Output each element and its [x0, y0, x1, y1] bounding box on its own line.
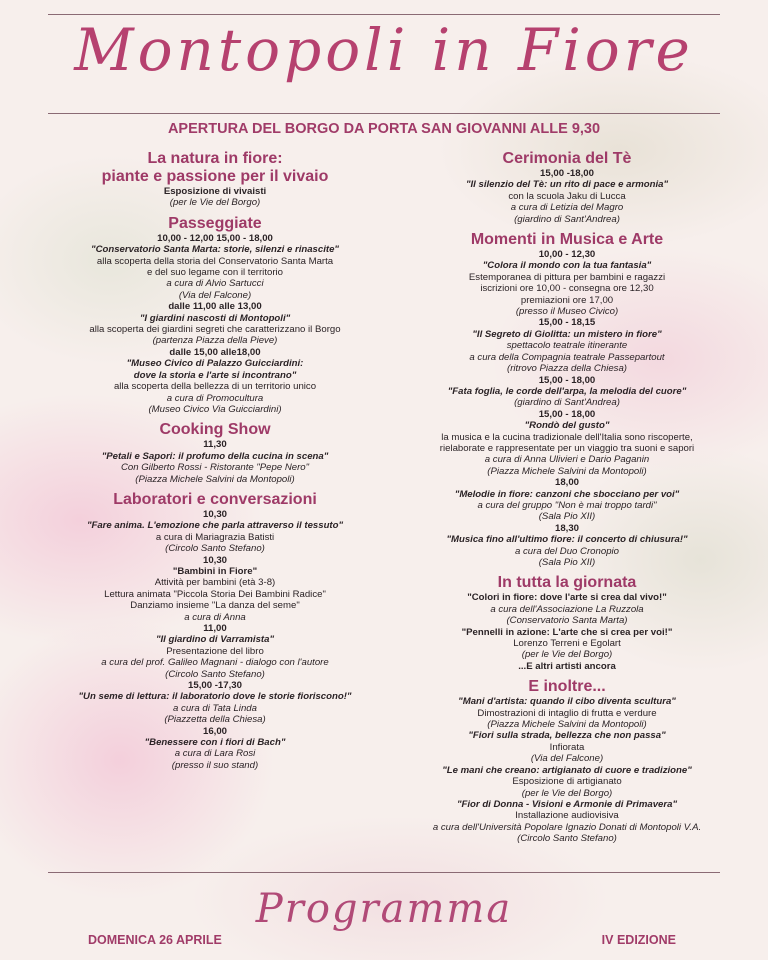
event-location: (presso il Museo Civico) — [515, 306, 619, 318]
event-time: 10,00 - 12,30 — [538, 249, 596, 261]
event-curator: a cura di Promocultura — [166, 392, 264, 404]
section-title-natura: La natura in fiore: — [147, 150, 283, 167]
event-curator: a cura del Duo Cronopio — [515, 545, 619, 557]
event-detail: Esposizione di artigianato — [512, 776, 622, 788]
event-time: 11,00 — [203, 623, 227, 634]
event-detail: con la scuola Jaku di Lucca — [508, 190, 626, 202]
event-location: (giardino di Sant'Andrea) — [514, 213, 620, 225]
event-detail: rielaborate e rappresentate per un viaggio tra suoni e sapori — [439, 442, 695, 454]
event-time: dalle 15,00 alle18,00 — [169, 346, 261, 358]
event-detail: alla scoperta dei giardini segreti che caratterizzano il Borgo — [89, 324, 341, 336]
event-curator: a cura del gruppo "Non è mai troppo tardi" — [477, 499, 657, 511]
event-location: (per le Vie del Borgo) — [521, 649, 613, 661]
event-title: "Il silenzio del Tè: un rito di pace e armonia" — [465, 179, 669, 191]
event-detail: Attività per bambini (età 3-8) — [154, 577, 276, 589]
event-time: 15,00 -18,00 — [540, 168, 594, 179]
event-title: "Il giardino di Varramista" — [155, 634, 275, 646]
event-time: 15,00 - 18,00 — [538, 408, 596, 420]
event-detail: Presentazione del libro — [166, 645, 264, 657]
section-title-inoltre: E inoltre... — [528, 678, 606, 696]
event-title: "Pennelli in azione: L'arte che si crea per voi!" — [461, 626, 673, 638]
event-detail: Con Gilberto Rossi - Ristorante "Pepe Nero" — [120, 462, 310, 474]
event-title: "Fior di Donna - Visioni e Armonie di Primavera" — [456, 798, 678, 810]
event-detail: ...E altri artisti ancora — [518, 660, 616, 672]
event-title: dove la storia e l'arte si incontrano" — [133, 369, 297, 381]
event-location: (Conservatorio Santa Marta) — [506, 615, 628, 627]
event-curator: a cura di Anna Ulivieri e Dario Paganin — [484, 454, 650, 466]
event-title: "Colora il mondo con la tua fantasia" — [482, 260, 652, 272]
event-location: (Circolo Santo Stefano) — [165, 543, 265, 555]
event-title: "Melodie in fiore: canzoni che sbocciano per voi" — [454, 488, 680, 500]
programma-script: Programma — [255, 886, 513, 932]
event-title: "Le mani che creano: artigianato di cuore e tradizione" — [442, 764, 692, 776]
event-time: 10,30 — [202, 554, 227, 566]
section-title-natura-2: piante e passione per il vivaio — [101, 168, 329, 185]
event-detail: la musica e la cucina tradizionale dell'Italia sono riscoperte, — [441, 431, 693, 443]
event-time: 18,00 — [554, 477, 579, 489]
event-time: 15,00 - 18,00 — [538, 374, 596, 386]
event-location: (Piazza Michele Salvini da Montopoli) — [487, 465, 647, 477]
event-location: (Via del Falcone) — [530, 753, 604, 765]
event-date: DOMENICA 26 APRILE — [88, 933, 222, 947]
event-title: "Fare anima. L'emozione che parla attraverso il tessuto" — [86, 520, 344, 532]
event-location: (Museo Civico Via Guicciardini) — [148, 403, 282, 415]
event-time: 10,30 — [202, 508, 227, 520]
event-detail: Lettura animata "Piccola Storia Dei Bambini Radice" — [104, 588, 326, 600]
event-location: (ritrovo Piazza della Chiesa) — [507, 363, 627, 375]
event-title: "Rondò del gusto" — [524, 420, 610, 432]
event-detail: alla scoperta della storia del Conservatorio Santa Marta — [96, 255, 334, 267]
event-title: "Benessere con i fiori di Bach" — [144, 737, 286, 749]
page-title: Montopoli in Fiore — [74, 16, 694, 84]
event-detail: Estemporanea di pittura per bambini e ragazzi — [468, 271, 666, 283]
event-detail: Lorenzo Terreni e Egolart — [513, 638, 621, 650]
event-location: (giardino di Sant'Andrea) — [514, 397, 620, 409]
event-curator: a cura di Letizia del Magro — [510, 202, 624, 214]
event-location: (presso il suo stand) — [171, 759, 259, 771]
event-title: "Fiori sulla strada, bellezza che non passa" — [468, 730, 666, 742]
event-location: (Piazza Michele Salvini da Montopoli) — [135, 473, 295, 485]
title-divider — [48, 113, 720, 114]
left-column — [40, 150, 390, 771]
edition-label: IV EDIZIONE — [601, 933, 676, 947]
event-time: dalle 11,00 alle 13,00 — [168, 301, 262, 313]
event-detail: alla scoperta della bellezza di un territorio unico — [113, 381, 317, 393]
opening-subtitle: APERTURA DEL BORGO DA PORTA SAN GIOVANNI ALLE 9,30 — [167, 121, 601, 137]
event-time: 15,00 - 18,15 — [538, 317, 596, 329]
event-detail: premiazioni ore 17,00 — [520, 294, 614, 306]
event-title: "Conservatorio Santa Marta: storie, silenzi e rinascite" — [91, 244, 339, 256]
footer-divider — [48, 872, 720, 873]
section-title-laboratori: Laboratori e conversazioni — [113, 490, 317, 508]
event-title: "Un seme di lettura: il laboratorio dove le storie fioriscono!" — [78, 691, 352, 703]
event-detail: Esposizione di vivaisti — [163, 186, 267, 197]
event-location: (Via del Falcone) — [178, 289, 252, 301]
top-divider — [48, 14, 720, 15]
event-detail: e del suo legame con il territorio — [147, 267, 283, 279]
event-title: "Musica fino all'ultimo fiore: il concerto di chiusura!" — [446, 534, 688, 546]
event-title: "Colori in fiore: dove l'arte si crea dal vivo!" — [467, 592, 667, 604]
event-title: "Il Segreto di Giolitta: un mistero in fiore" — [472, 328, 662, 340]
event-location: (Circolo Santo Stefano) — [517, 833, 617, 845]
event-curator: a cura di Alvio Sartucci — [166, 278, 264, 290]
section-title-musica-arte: Momenti in Musica e Arte — [470, 231, 664, 249]
event-detail: Installazione audiovisiva — [515, 810, 619, 822]
event-time: 16,00 — [202, 725, 227, 737]
event-location: (per le Vie del Borgo) — [169, 197, 261, 209]
section-title-passeggiate: Passeggiate — [168, 214, 262, 232]
event-time: 18,30 — [554, 522, 579, 534]
event-detail: Infiorata — [549, 741, 585, 753]
event-location: (partenza Piazza della Pieve) — [152, 335, 278, 347]
event-detail: iscrizioni ore 10,00 - consegna ore 12,30 — [480, 283, 654, 295]
event-title: "I giardini nascosti di Montopoli" — [139, 312, 291, 324]
event-title: "Petali e Sapori: il profumo della cucina in scena" — [101, 450, 329, 462]
event-title: "Fata foglia, le corde dell'arpa, la melodia del cuore" — [447, 385, 687, 397]
event-title: "Mani d'artista: quando il cibo diventa scultura" — [458, 696, 676, 708]
event-curator: a cura dell'Università Popolare Ignazio Donati di Montopoli V.A. — [432, 821, 702, 833]
event-curator: a cura del prof. Galileo Magnani - dialogo con l'autore — [101, 657, 329, 669]
event-title: "Bambini in Fiore" — [172, 565, 258, 577]
event-detail: Danziamo insieme "La danza del seme" — [130, 600, 300, 612]
event-curator: a cura di Anna — [184, 611, 246, 623]
section-title-cerimonia: Cerimonia del Tè — [502, 150, 632, 167]
event-curator: a cura di Tata Linda — [173, 702, 257, 714]
event-curator: a cura di Mariagrazia Batisti — [155, 531, 275, 543]
section-title-cooking: Cooking Show — [159, 421, 271, 439]
event-location: (per le Vie del Borgo) — [521, 787, 613, 799]
event-location: (Circolo Santo Stefano) — [165, 668, 265, 680]
event-location: (Piazzetta della Chiesa) — [164, 714, 266, 726]
event-time: 10,00 - 12,00 15,00 - 18,00 — [157, 232, 273, 244]
section-title-giornata: In tutta la giornata — [497, 574, 637, 592]
event-detail: spettacolo teatrale itinerante — [506, 340, 628, 352]
event-location: (Piazza Michele Salvini da Montopoli) — [487, 719, 647, 731]
right-column — [392, 150, 742, 845]
event-curator: a cura dell'Associazione La Ruzzola — [490, 603, 644, 615]
event-curator: a cura della Compagnia teatrale Passepartout — [469, 351, 665, 363]
event-location: (Sala Pio XII) — [538, 511, 596, 523]
event-curator: a cura di Lara Rosi — [174, 748, 256, 760]
event-time: 15,00 -17,30 — [188, 680, 242, 692]
event-detail: Dimostrazioni di intaglio di frutta e verdure — [477, 707, 657, 719]
event-location: (Sala Pio XII) — [538, 557, 596, 568]
event-title: "Museo Civico di Palazzo Guicciardini: — [126, 358, 304, 370]
event-time: 11,30 — [203, 439, 227, 451]
